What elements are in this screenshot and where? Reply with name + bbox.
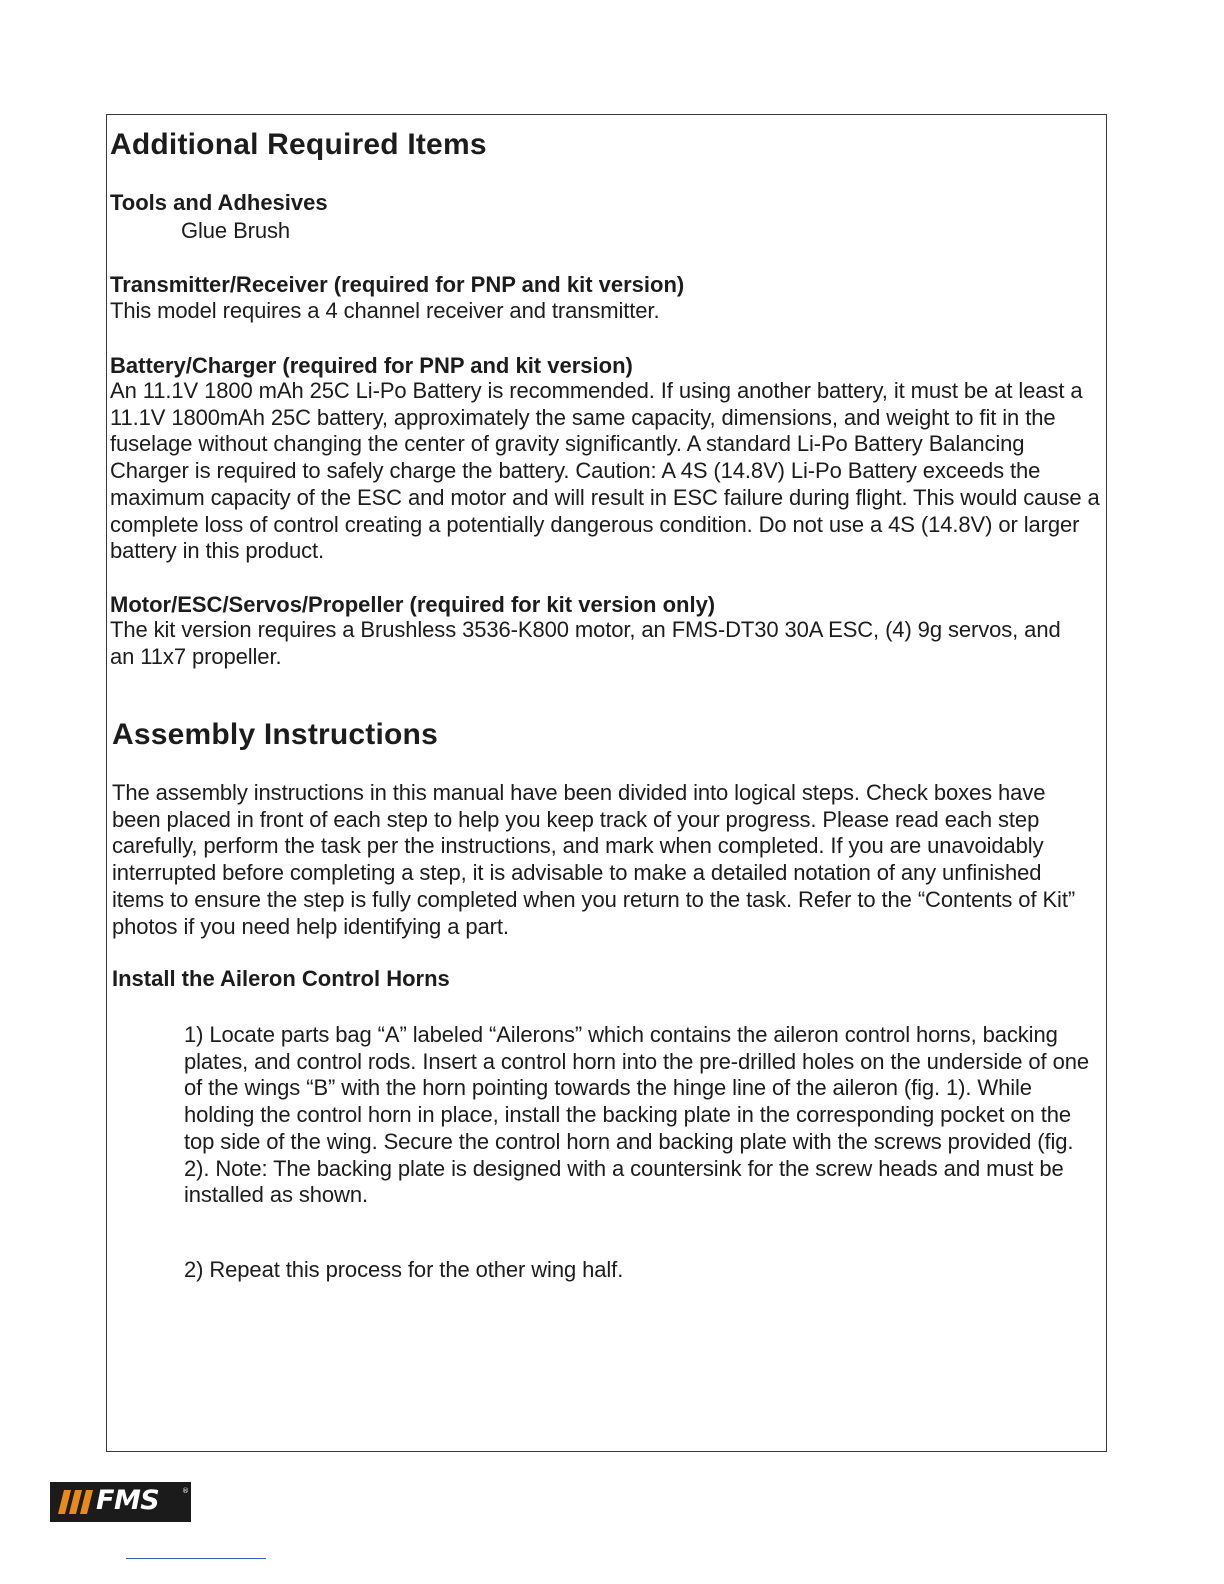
aileron-step-2: 2) Repeat this process for the other wing half.	[184, 1257, 624, 1282]
additional-required-items-title: Additional Required Items	[110, 128, 487, 161]
fms-logo	[50, 1482, 191, 1522]
aileron-heading: Install the Aileron Control Horns	[112, 966, 450, 991]
fms-logo-stripes-icon	[58, 1490, 94, 1514]
registered-mark: ®	[182, 1487, 189, 1495]
aileron-step-1: 1) Locate parts bag “A” labeled “Ailerons” which contains the aileron control horns, backing plates, and control rods. Insert a control horn into the pre-drilled holes on the underside of one of the wings “B” with the horn pointing towards the hinge line of the aileron (fig. 1). While holding the control horn in place, install the backing plate in the corresponding pocket on the top side of the wing. Secure the control horn and backing plate with the screws provided (fig. 2). Note: The backing plate is designed with a countersink for the screw heads and must be installed as shown.	[184, 1022, 1089, 1208]
transmitter-text: This model requires a 4 channel receiver and transmitter.	[110, 298, 660, 323]
tools-heading: Tools and Adhesives	[110, 190, 328, 215]
battery-text: An 11.1V 1800 mAh 25C Li-Po Battery is recommended. If using another battery, it must be at least a 11.1V 1800mAh 25C battery, approximately the same capacity, dimensions, and weight to fit in the fuselage without changing the center of gravity significantly. A standard Li-Po Battery Balancing Charger is required to safely charge the battery. Caution: A 4S (14.8V) Li-Po Battery exceeds the maximum capacity of the ESC and motor and will result in ESC failure during flight. This would cause a complete loss of control creating a potentially dangerous condition. Do not use a 4S (14.8V) or larger battery in this product.	[110, 378, 1100, 564]
tools-item: Glue Brush	[181, 218, 291, 243]
transmitter-heading: Transmitter/Receiver (required for PNP and kit version)	[110, 272, 685, 297]
assembly-intro: The assembly instructions in this manual have been divided into logical steps. Check boxes have been placed in front of each step to help you keep track of your progress. Please read each step carefully, perform the task per the instructions, and mark when completed. If you are unavoidably interrupted before completing a step, it is advisable to make a detailed notation of any unfinished items to ensure the step is fully completed when you return to the task. Refer to the “Contents of Kit” photos if you need help identifying a part.	[112, 780, 1076, 939]
battery-heading: Battery/Charger (required for PNP and kit version)	[110, 353, 633, 378]
footer-divider	[126, 1558, 266, 1559]
motor-text: The kit version requires a Brushless 3536-K800 motor, an FMS-DT30 30A ESC, (4) 9g servos, and an 11x7 propeller.	[110, 617, 1061, 669]
assembly-instructions-title: Assembly Instructions	[112, 718, 438, 751]
motor-heading: Motor/ESC/Servos/Propeller (required for kit version only)	[110, 592, 716, 617]
fms-logo-text: FMS	[96, 1485, 160, 1516]
